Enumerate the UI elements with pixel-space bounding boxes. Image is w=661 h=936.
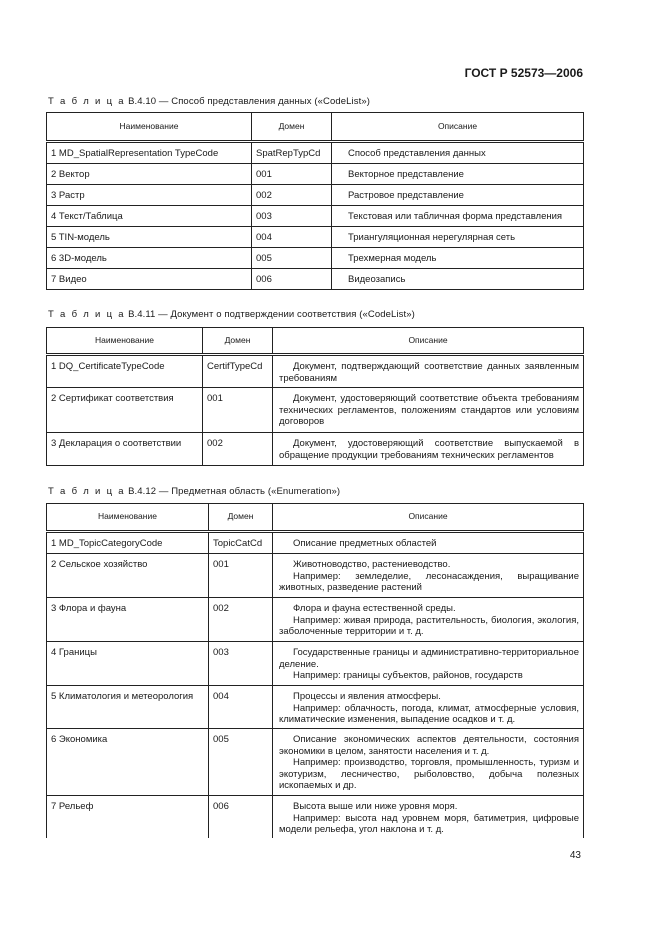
cell-domain: 002 bbox=[203, 433, 273, 466]
cell-domain: TopicCatCd bbox=[209, 532, 273, 554]
cell-name: 6 3D-модель bbox=[47, 248, 252, 269]
table-row bbox=[47, 269, 584, 290]
description-example: Например: облачность, погода, климат, атмосферные условия, климатические изменения, выпадение осадков и т. д. bbox=[279, 702, 579, 725]
table-b4-12 bbox=[46, 503, 584, 838]
caption-prefix: Т а б л и ц а bbox=[48, 486, 126, 497]
table-row bbox=[47, 355, 584, 388]
cell-description: Векторное представление bbox=[332, 164, 584, 185]
table-header-row bbox=[47, 113, 584, 142]
cell-description: Видеозапись bbox=[332, 269, 584, 290]
cell-description: Способ представления данных bbox=[332, 142, 584, 164]
cell-description bbox=[273, 642, 584, 686]
cell-description bbox=[273, 686, 584, 729]
cell-description: Документ, удостоверяющий соответствие объекта требованиям технических регламентов, положениям стандартов или условиям договоров bbox=[273, 388, 584, 433]
description-example: Например: производство, торговля, промышленность, туризм и экотуризм, лесничество, рыболовство, добыча полезных ископаемых и др. bbox=[279, 757, 579, 791]
cell-domain: 002 bbox=[252, 185, 332, 206]
document-standard-header: ГОСТ Р 52573—2006 bbox=[464, 66, 583, 80]
table-row bbox=[47, 142, 584, 164]
table-row bbox=[47, 642, 584, 686]
cell-domain: 006 bbox=[252, 269, 332, 290]
cell-name: 6 Экономика bbox=[47, 729, 209, 796]
table-row bbox=[47, 388, 584, 433]
table-row bbox=[47, 532, 584, 554]
cell-name: 3 Растр bbox=[47, 185, 252, 206]
description-line: Животноводство, растениеводство. bbox=[293, 559, 451, 570]
cell-name: 4 Границы bbox=[47, 642, 209, 686]
cell-name: 2 Вектор bbox=[47, 164, 252, 185]
cell-description: Растровое представление bbox=[332, 185, 584, 206]
column-header-name: Наименование bbox=[47, 504, 209, 532]
description-example: Например: живая природа, растительность, биология, экология, заболоченные территории и т. д. bbox=[279, 614, 579, 637]
cell-description bbox=[273, 554, 584, 598]
cell-domain: 006 bbox=[209, 796, 273, 838]
table-row bbox=[47, 164, 584, 185]
column-header-description: Описание bbox=[273, 504, 584, 532]
cell-domain: 001 bbox=[209, 554, 273, 598]
cell-name: 5 TIN-модель bbox=[47, 227, 252, 248]
cell-name: 3 Декларация о соответствии bbox=[47, 433, 203, 466]
caption-text: В.4.10 — Способ представления данных («CodeList») bbox=[125, 96, 370, 107]
column-header-domain: Домен bbox=[209, 504, 273, 532]
description-line: Государственные границы и административно-территориальное деление. bbox=[279, 647, 579, 670]
cell-description bbox=[273, 729, 584, 796]
table-row bbox=[47, 185, 584, 206]
cell-name: 7 Рельеф bbox=[47, 796, 209, 838]
table-header-row bbox=[47, 328, 584, 355]
cell-name: 4 Текст/Таблица bbox=[47, 206, 252, 227]
cell-domain: 004 bbox=[252, 227, 332, 248]
table-caption-b4-12 bbox=[48, 486, 340, 497]
column-header-domain: Домен bbox=[203, 328, 273, 355]
column-header-name: Наименование bbox=[47, 328, 203, 355]
table-row bbox=[47, 433, 584, 466]
cell-domain: 005 bbox=[209, 729, 273, 796]
cell-name: 2 Сертификат соответствия bbox=[47, 388, 203, 433]
cell-name: 5 Климатология и метеорология bbox=[47, 686, 209, 729]
table-header-row bbox=[47, 504, 584, 532]
column-header-description: Описание bbox=[332, 113, 584, 142]
cell-name: 7 Видео bbox=[47, 269, 252, 290]
table-b4-11 bbox=[46, 327, 584, 466]
cell-name: 3 Флора и фауна bbox=[47, 598, 209, 642]
cell-description: Документ, удостоверяющий соответствие выпускаемой в обращение продукции требованиям технических регламентов bbox=[273, 433, 584, 466]
table-row bbox=[47, 554, 584, 598]
table-row bbox=[47, 206, 584, 227]
cell-domain: 001 bbox=[252, 164, 332, 185]
cell-description bbox=[273, 598, 584, 642]
cell-description: Документ, подтверждающий соответствие данных заявленным требованиям bbox=[273, 355, 584, 388]
cell-domain: 003 bbox=[252, 206, 332, 227]
table-caption-b4-11 bbox=[48, 309, 415, 320]
description-line: Высота выше или ниже уровня моря. bbox=[293, 801, 458, 812]
description-example: Например: высота над уровнем моря, батиметрия, цифровые модели рельефа, угол наклона и т. д. bbox=[279, 812, 579, 835]
column-header-description: Описание bbox=[273, 328, 584, 355]
cell-domain: SpatRepTypCd bbox=[252, 142, 332, 164]
cell-name: 1 MD_SpatialRepresentation TypeCode bbox=[47, 142, 252, 164]
table-row bbox=[47, 598, 584, 642]
cell-name: 1 MD_TopicCategoryCode bbox=[47, 532, 209, 554]
description-example: Например: земледелие, лесонасаждения, выращивание животных, разведение растений bbox=[279, 570, 579, 593]
cell-domain: 002 bbox=[209, 598, 273, 642]
table-row bbox=[47, 729, 584, 796]
cell-domain: 001 bbox=[203, 388, 273, 433]
cell-name: 2 Сельское хозяйство bbox=[47, 554, 209, 598]
cell-domain: CertifTypeCd bbox=[203, 355, 273, 388]
column-header-domain: Домен bbox=[252, 113, 332, 142]
description-line: Описание экономических аспектов деятельности, состояния экономики в целом, занятости населения и т. д. bbox=[279, 734, 579, 757]
description-line: Описание предметных областей bbox=[293, 538, 437, 549]
caption-text: В.4.11 — Документ о подтверждении соответствия («CodeList») bbox=[125, 309, 415, 320]
cell-description: Текстовая или табличная форма представления bbox=[332, 206, 584, 227]
table-row bbox=[47, 248, 584, 269]
table-caption-b4-10 bbox=[48, 96, 370, 107]
description-line: Процессы и явления атмосферы. bbox=[293, 691, 441, 702]
table-row bbox=[47, 686, 584, 729]
column-header-name: Наименование bbox=[47, 113, 252, 142]
description-example: Например: границы субъектов, районов, государств bbox=[293, 670, 523, 681]
table-row bbox=[47, 796, 584, 838]
cell-name: 1 DQ_CertificateTypeCode bbox=[47, 355, 203, 388]
cell-domain: 003 bbox=[209, 642, 273, 686]
cell-description bbox=[273, 796, 584, 838]
description-line: Флора и фауна естественной среды. bbox=[293, 603, 456, 614]
cell-description bbox=[273, 532, 584, 554]
cell-domain: 005 bbox=[252, 248, 332, 269]
cell-domain: 004 bbox=[209, 686, 273, 729]
cell-description: Триангуляционная нерегулярная сеть bbox=[332, 227, 584, 248]
table-b4-10 bbox=[46, 112, 584, 290]
cell-description: Трехмерная модель bbox=[332, 248, 584, 269]
caption-prefix: Т а б л и ц а bbox=[48, 309, 126, 320]
caption-prefix: Т а б л и ц а bbox=[48, 96, 126, 107]
page-number: 43 bbox=[569, 850, 581, 861]
table-row bbox=[47, 227, 584, 248]
caption-text: В.4.12 — Предметная область («Enumeration») bbox=[125, 486, 341, 497]
